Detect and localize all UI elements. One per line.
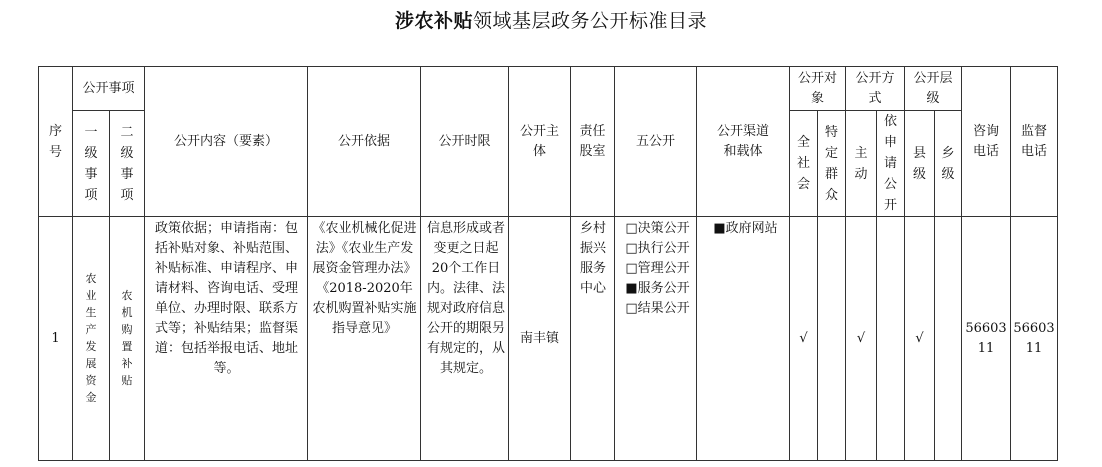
row-target-all-check: √ — [790, 217, 818, 461]
header-method: 公开方式 — [846, 67, 905, 111]
five-public-item-3: □管理公开 — [625, 261, 690, 276]
title-bold: 涉农补贴 — [394, 10, 473, 32]
row-content: 政策依据；申请指南：包括补贴对象、补贴范围、补贴标准、申请程序、申请材料、咨询电话、受理单位、办理时限、联系方式等；补贴结果；监督渠道：包括举报电话、地址等。 — [145, 217, 308, 461]
header-target-specific: 特定群众 — [818, 111, 846, 217]
title-rest: 领域基层政务公开标准目录 — [473, 10, 708, 32]
row-level1: 农业生产发展资金 — [73, 217, 110, 461]
row-method-active-check: √ — [846, 217, 877, 461]
header-method-request: 依申请公开 — [877, 111, 905, 217]
header-five-public: 五公开 — [615, 67, 697, 217]
page-title — [0, 6, 1102, 33]
header-method-active: 主动 — [846, 111, 877, 217]
header-row-1 — [39, 67, 1058, 111]
header-subject: 公开主体 — [509, 67, 571, 217]
row-subject: 南丰镇 — [509, 217, 571, 461]
row-five-public — [615, 217, 697, 461]
five-public-item-1: □决策公开 — [625, 221, 690, 236]
header-dept: 责任股室 — [571, 67, 615, 217]
header-basis: 公开依据 — [308, 67, 421, 217]
row-target-specific-check — [818, 217, 846, 461]
row-consult-tel: 56603 11 — [962, 217, 1011, 461]
header-level1: 一级事项 — [73, 111, 110, 217]
header-level-town: 乡级 — [935, 111, 962, 217]
row-time-limit: 信息形成或者变更之日起20个工作日内。法律、法规对政府信息公开的期限另有规定的，从其规定。 — [421, 217, 509, 461]
header-seq: 序号 — [39, 67, 73, 217]
row-dept: 乡村振兴服务中心 — [571, 217, 615, 461]
header-public-items: 公开事项 — [73, 67, 145, 111]
row-supervise-tel: 56603 11 — [1011, 217, 1058, 461]
header-target-all: 全社会 — [790, 111, 818, 217]
header-target: 公开对象 — [790, 67, 846, 111]
header-consult-tel: 咨询电话 — [962, 67, 1011, 217]
row-level-town-check — [935, 217, 962, 461]
row-seq: 1 — [39, 217, 73, 461]
row-level-county-check: √ — [905, 217, 935, 461]
header-content: 公开内容（要素） — [145, 67, 308, 217]
header-supervise-tel: 监督电话 — [1011, 67, 1058, 217]
row-basis: 《农业机械化促进法》《农业生产发展资金管理办法》《2018-2020年农机购置补贴实施指导意见》 — [308, 217, 421, 461]
five-public-item-4: ■服务公开 — [625, 281, 690, 296]
header-channel: 公开渠道和载体 — [697, 67, 790, 217]
header-level2: 二级事项 — [110, 111, 145, 217]
catalog-table — [38, 66, 1058, 461]
header-time-limit: 公开时限 — [421, 67, 509, 217]
row-channel: ■政府网站 — [697, 217, 790, 461]
five-public-item-2: □执行公开 — [625, 241, 690, 256]
header-level: 公开层级 — [905, 67, 962, 111]
five-public-item-5: □结果公开 — [625, 301, 690, 316]
row-method-request-check — [877, 217, 905, 461]
table-row — [39, 217, 1058, 461]
row-level2: 农机购置补贴 — [110, 217, 145, 461]
header-level-county: 县级 — [905, 111, 935, 217]
